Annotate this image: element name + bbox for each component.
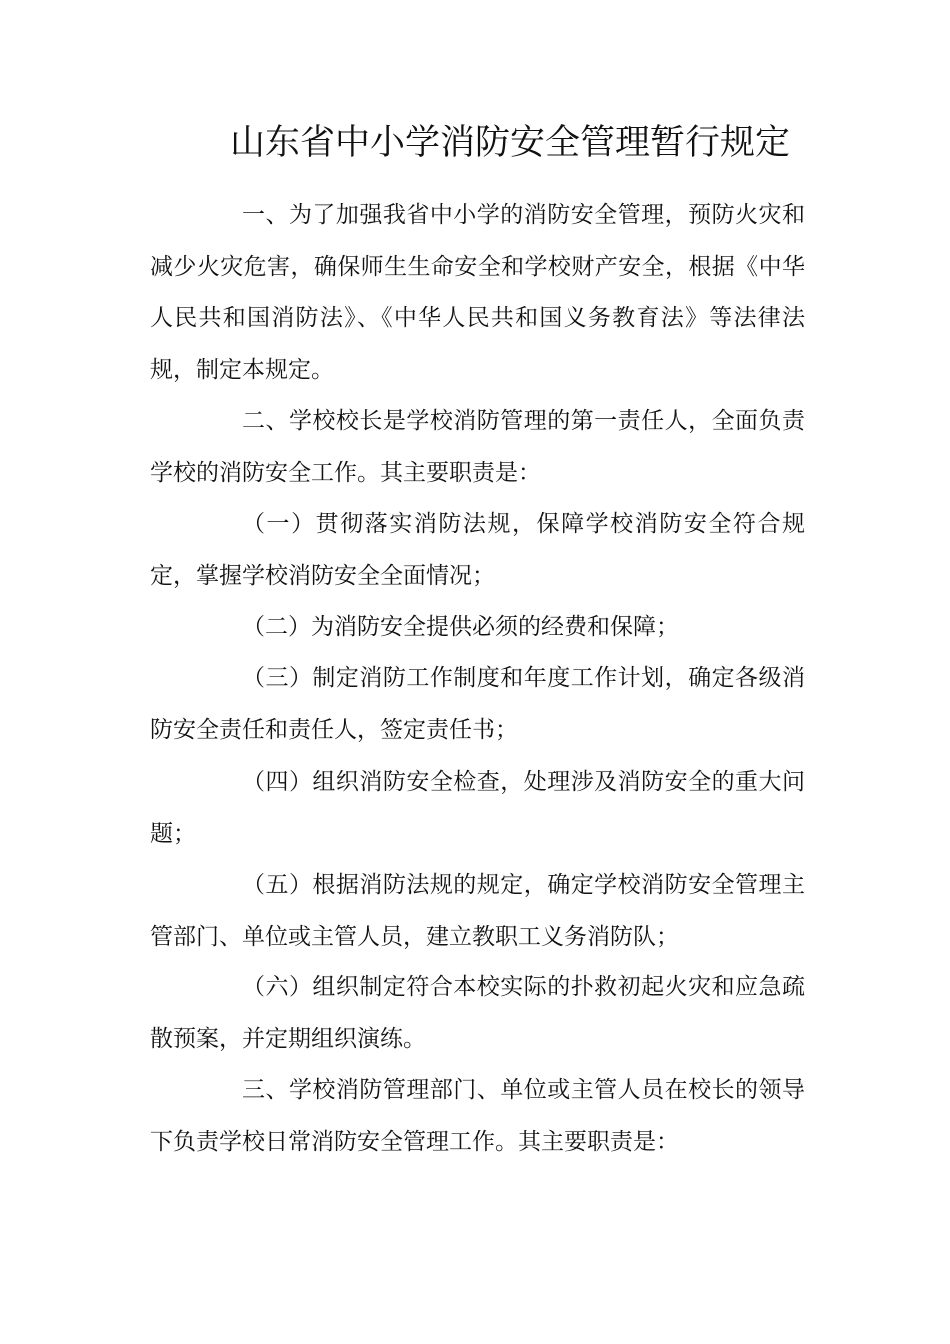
paragraph-management-department: 三、学校消防管理部门、单位或主管人员在校长的领导下负责学校日常消防安全管理工作。其主要职责是： — [150, 1077, 805, 1155]
paragraph-duty-5: （五）根据消防法规的规定，确定学校消防安全管理主管部门、单位或主管人员，建立教职工义务消防队； — [150, 872, 805, 950]
paragraph-purpose: 一、为了加强我省中小学的消防安全管理，预防火灾和减少火灾危害，确保师生生命安全和学校财产安全，根据《中华人民共和国消防法》、《中华人民共和国义务教育法》等法律法规，制定本规定。 — [150, 202, 805, 383]
document-title: 山东省中小学消防安全管理暂行规定 — [229, 123, 790, 163]
paragraph-duty-2: （二）为消防安全提供必须的经费和保障； — [242, 614, 679, 640]
paragraph-duty-3: （三）制定消防工作制度和年度工作计划，确定各级消防安全责任和责任人，签定责任书； — [150, 665, 805, 743]
paragraph-duty-6: （六）组织制定符合本校实际的扑救初起火灾和应急疏散预案，并定期组织演练。 — [150, 974, 805, 1052]
paragraph-duty-4: （四）组织消防安全检查，处理涉及消防安全的重大问题； — [150, 769, 805, 847]
paragraph-duty-1: （一）贯彻落实消防法规，保障学校消防安全符合规定，掌握学校消防安全全面情况； — [150, 511, 805, 589]
paragraph-principal-responsibility: 二、学校校长是学校消防管理的第一责任人，全面负责学校的消防安全工作。其主要职责是： — [150, 408, 805, 486]
